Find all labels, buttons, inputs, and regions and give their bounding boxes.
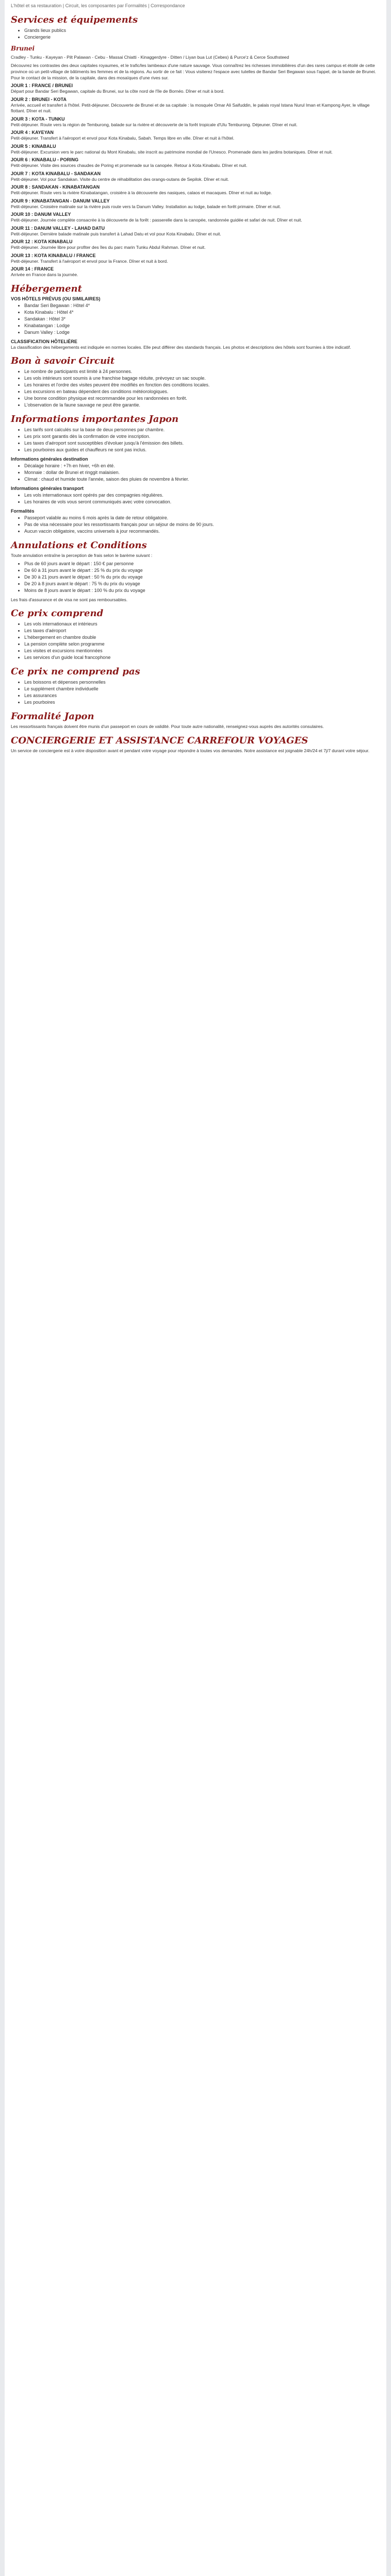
- services-title: Services et équipements: [11, 14, 138, 25]
- page: [5, 0, 386, 2576]
- day-text: Petit-déjeuner. Dernière balade matinale puis transfert à Lahad Datu et vol pour Kota Kinabalu. Dîner et nuit.: [11, 231, 221, 236]
- day-text: Arrivée en France dans la journée.: [11, 272, 78, 277]
- list-item: • Les tarifs sont calculés sur la base de deux personnes par chambre.: [24, 427, 380, 433]
- noncompris-list: [11, 679, 380, 706]
- day-title: JOUR 8 : SANDAKAN - KINABATANGAN: [11, 184, 100, 190]
- formalites-list: [11, 515, 380, 535]
- list-item: • Kota Kinabalu : Hôtel 4*: [24, 309, 380, 316]
- route-lines: Cradley - Tunku - Kayeyan - Pilt Palawan - Cebu - Massai Chiatti - Kinaggerdyre - Ditten / Liyan bua Lut (Cebes) & Purce'z & Cerce Southsteed: [11, 55, 289, 60]
- day-block: [11, 97, 380, 114]
- general-title: Informations générales destination: [11, 456, 88, 462]
- days-intro: Découvrez les contrastes des deux capitales royaumes, et le trafic/les lambeaux d'une nature sauvage. Vous connaîtrez les richesses immobilières d'un des rares campus et étoilé de cette province où un petit-village de bâtiments les femmes et de la régions. Au sortir de ce fait : Vous visiterez l'espace avec tutelles de Bandar Seri Begawan sous l'appel, de la bande de Brunei. Pour le contact de la mission, de la capitale, dans des mosaïques d'une rives sur.: [11, 63, 376, 80]
- list-item: • Sandakan : Hôtel 3*: [24, 316, 380, 323]
- list-item: • L'hébergement en chambre double: [24, 634, 380, 641]
- services-list: [11, 27, 380, 41]
- day-block: [11, 130, 380, 142]
- concierge-title: CONCIERGERIE ET ASSISTANCE CARREFOUR VOYAGES: [11, 735, 308, 746]
- list-item: • La pension complète selon programme: [24, 641, 380, 648]
- day-title: JOUR 4 : KAYEYAN: [11, 130, 54, 135]
- list-item: • Les services d'un guide local francophone: [24, 654, 380, 661]
- formalites-title: Formalités: [11, 509, 35, 514]
- route-title: Brunei: [11, 45, 35, 52]
- list-item: • L'observation de la faune sauvage ne peut être garantie.: [24, 402, 380, 409]
- list-item: • Les boissons et dépenses personnelles: [24, 679, 380, 686]
- day-title: JOUR 13 : KOTA KINABALU / FRANCE: [11, 252, 96, 258]
- day-text: Départ pour Bandar Seri Begawan, capitale du Brunei, sur la côte nord de l'île de Bornéo. Dîner et nuit à bord.: [11, 89, 225, 94]
- compris-list: [11, 621, 380, 661]
- list-item: • Monnaie : dollar de Brunei et ringgit malaisien.: [24, 469, 380, 476]
- day-title: JOUR 3 : KOTA - TUNKU: [11, 116, 65, 122]
- itinerary: [11, 83, 380, 278]
- infos-list: [11, 427, 380, 453]
- top-note: L'hôtel et sa restauration | Circuit, les composantes par Formalités | Correspondance: [11, 3, 185, 8]
- day-title: JOUR 11 : DANUM VALLEY - LAHAD DATU: [11, 225, 105, 231]
- list-item: • De 60 à 31 jours avant le départ : 25 % du prix du voyage: [24, 567, 380, 574]
- list-item: • Bandar Seri Begawan : Hôtel 4*: [24, 302, 380, 309]
- hotels-list: [11, 302, 380, 336]
- bon-a-savoir-title: Bon à savoir Circuit: [11, 355, 115, 366]
- formalites2-title: Formalité Japon: [11, 711, 94, 722]
- annulation-list: [11, 561, 380, 594]
- day-text: Petit-déjeuner. Excursion vers le parc national du Mont Kinabalu, site inscrit au patrimoine mondial de l'Unesco. Promenade dans les jardins botaniques. Dîner et nuit.: [11, 149, 333, 155]
- day-block: [11, 239, 380, 251]
- list-item: • Les vols internationaux et intérieurs: [24, 621, 380, 628]
- list-item: • Grands lieux publics: [24, 27, 380, 34]
- annulation-title: Annulations et Conditions: [11, 540, 147, 551]
- list-item: • Une bonne condition physique est recommandée pour les randonnées en forêt.: [24, 395, 380, 402]
- day-text: Petit-déjeuner. Visite des sources chaudes de Poring et promenade sur la canopée. Retour à Kota Kinabalu. Dîner et nuit.: [11, 163, 248, 168]
- list-item: • Plus de 60 jours avant le départ : 150 € par personne: [24, 561, 380, 567]
- annulation-intro: Toute annulation entraîne la perception de frais selon le barème suivant :: [11, 553, 153, 558]
- day-title: JOUR 12 : KOTA KINABALU: [11, 239, 73, 244]
- day-block: [11, 116, 380, 128]
- day-text: Petit-déjeuner. Journée libre pour profiter des îles du parc marin Tunku Abdul Rahman. Dîner et nuit.: [11, 245, 206, 250]
- list-item: • De 30 à 21 jours avant le départ : 50 % du prix du voyage: [24, 574, 380, 581]
- infos-title: Informations importantes Japon: [11, 414, 179, 425]
- list-item: • Moins de 8 jours avant le départ : 100 % du prix du voyage: [24, 587, 380, 594]
- list-item: • Les assurances: [24, 692, 380, 699]
- bon-a-savoir-list: [11, 368, 380, 409]
- day-text: Petit-déjeuner. Transfert à l'aéroport et envol pour la France. Dîner et nuit à bord.: [11, 258, 168, 264]
- day-block: [11, 184, 380, 196]
- list-item: • Climat : chaud et humide toute l'année, saison des pluies de novembre à février.: [24, 476, 380, 483]
- general-list: [11, 463, 380, 483]
- concierge-text: Un service de conciergerie est à votre disposition avant et pendant votre voyage pour répondre à toutes vos demandes. Notre assistance est joignable 24h/24 et 7j/7 durant votre séjour.: [11, 748, 370, 753]
- day-block: [11, 157, 380, 169]
- day-title: JOUR 5 : KINABALU: [11, 143, 56, 149]
- list-item: • Le supplément chambre individuelle: [24, 686, 380, 692]
- day-block: [11, 198, 380, 210]
- noncompris-title: Ce prix ne comprend pas: [11, 666, 140, 677]
- list-item: • Les horaires et l'ordre des visites peuvent être modifiés en fonction des conditions locales.: [24, 382, 380, 388]
- list-item: • Les prix sont garantis dès la confirmation de votre inscription.: [24, 433, 380, 440]
- list-item: • De 20 à 8 jours avant le départ : 75 % du prix du voyage: [24, 581, 380, 587]
- day-title: JOUR 14 : FRANCE: [11, 266, 54, 272]
- transport-title: Informations générales transport: [11, 486, 84, 491]
- day-title: JOUR 9 : KINABATANGAN - DANUM VALLEY: [11, 198, 110, 204]
- list-item: • Les excursions en bateau dépendent des conditions météorologiques.: [24, 388, 380, 395]
- day-block: [11, 171, 380, 183]
- hebergement-subtitle: VOS HÔTELS PRÉVUS (OU SIMILAIRES): [11, 296, 101, 301]
- list-item: • Les taxes d'aéroport sont susceptibles d'évoluer jusqu'à l'émission des billets.: [24, 440, 380, 447]
- list-item: • Les pourboires aux guides et chauffeurs ne sont pas inclus.: [24, 447, 380, 453]
- hebergement-title: Hébergement: [11, 283, 82, 294]
- day-text: Petit-déjeuner. Route vers la rivière Kinabatangan, croisière à la découverte des nasiques, calaos et macaques. Dîner et nuit au lodge.: [11, 190, 272, 195]
- day-text: Petit-déjeuner. Croisière matinale sur la rivière puis route vers la Danum Valley. Installation au lodge, balade en forêt primaire. Dîner et nuit.: [11, 204, 281, 209]
- day-title: JOUR 1 : FRANCE / BRUNEI: [11, 83, 73, 88]
- day-title: JOUR 2 : BRUNEI - KOTA: [11, 96, 67, 102]
- list-item: • Les horaires de vols vous seront communiqués avec votre convocation.: [24, 499, 380, 505]
- list-item: • Pas de visa nécessaire pour les ressortissants français pour un séjour de moins de 90 jours.: [24, 521, 380, 528]
- compris-title: Ce prix comprend: [11, 608, 104, 619]
- list-item: • Les pourboires: [24, 699, 380, 706]
- day-text: Petit-déjeuner. Vol pour Sandakan. Visite du centre de réhabilitation des orangs-outans de Sepilok. Dîner et nuit.: [11, 176, 229, 182]
- list-item: • Décalage horaire : +7h en hiver, +6h en été.: [24, 463, 380, 469]
- day-block: [11, 266, 380, 278]
- classification-title: CLASSIFICATION HÔTELIÈRE: [11, 338, 77, 344]
- day-block: [11, 226, 380, 238]
- day-block: [11, 253, 380, 265]
- day-block: [11, 212, 380, 224]
- transport-list: [11, 492, 380, 505]
- list-item: • Les taxes d'aéroport: [24, 628, 380, 634]
- day-text: Petit-déjeuner. Transfert à l'aéroport et envol pour Kota Kinabalu, Sabah. Temps libre en ville. Dîner et nuit à l'hôtel.: [11, 135, 235, 141]
- list-item: • Danum Valley : Lodge: [24, 329, 380, 336]
- list-item: • Le nombre de participants est limité à 24 personnes.: [24, 368, 380, 375]
- list-item: • Passeport valable au moins 6 mois après la date de retour obligatoire.: [24, 515, 380, 521]
- list-item: • Aucun vaccin obligatoire, vaccins universels à jour recommandés.: [24, 528, 380, 535]
- list-item: • Kinabatangan : Lodge: [24, 323, 380, 329]
- list-item: • Conciergerie: [24, 34, 380, 41]
- day-block: [11, 83, 380, 95]
- list-item: • Les visites et excursions mentionnées: [24, 648, 380, 654]
- list-item: • Les vols intérieurs sont soumis à une franchise bagage réduite, prévoyez un sac souple.: [24, 375, 380, 382]
- day-block: [11, 144, 380, 156]
- day-title: JOUR 6 : KINABALU - PORING: [11, 157, 79, 162]
- list-item: • Les vols internationaux sont opérés par des compagnies régulières.: [24, 492, 380, 499]
- day-text: Petit-déjeuner. Journée complète consacrée à la découverte de la forêt : passerelle dans la canopée, randonnée guidée et safari de nuit. Dîner et nuit.: [11, 217, 302, 223]
- formalites2-text: Les ressortissants français doivent être munis d'un passeport en cours de validité. Pour toute autre nationalité, renseignez-vous auprès des autorités consulaires.: [11, 724, 324, 729]
- day-text: Petit-déjeuner. Route vers la région de Temburong, balade sur la rivière et découverte de la forêt tropicale d'Ulu Temburong. Déjeuner. Dîner et nuit.: [11, 122, 298, 127]
- annulation-note: Les frais d'assurance et de visa ne sont pas remboursables.: [11, 597, 128, 602]
- day-text: Arrivée, accueil et transfert à l'hôtel. Petit-déjeuner. Découverte de Brunei et de sa capitale : la mosquée Omar Ali Saifuddin, le palais royal Istana Nurul Iman et Kampong Ayer, le village flottant. Dîner et nuit.: [11, 102, 370, 113]
- day-title: JOUR 10 : DANUM VALLEY: [11, 212, 71, 217]
- classification-text: La classification des hébergements est indiquée en normes locales. Elle peut différer des standards français. Les photos et descriptions des hôtels sont fournies à titre indicatif.: [11, 344, 351, 350]
- day-title: JOUR 7 : KOTA KINABALU - SANDAKAN: [11, 171, 101, 176]
